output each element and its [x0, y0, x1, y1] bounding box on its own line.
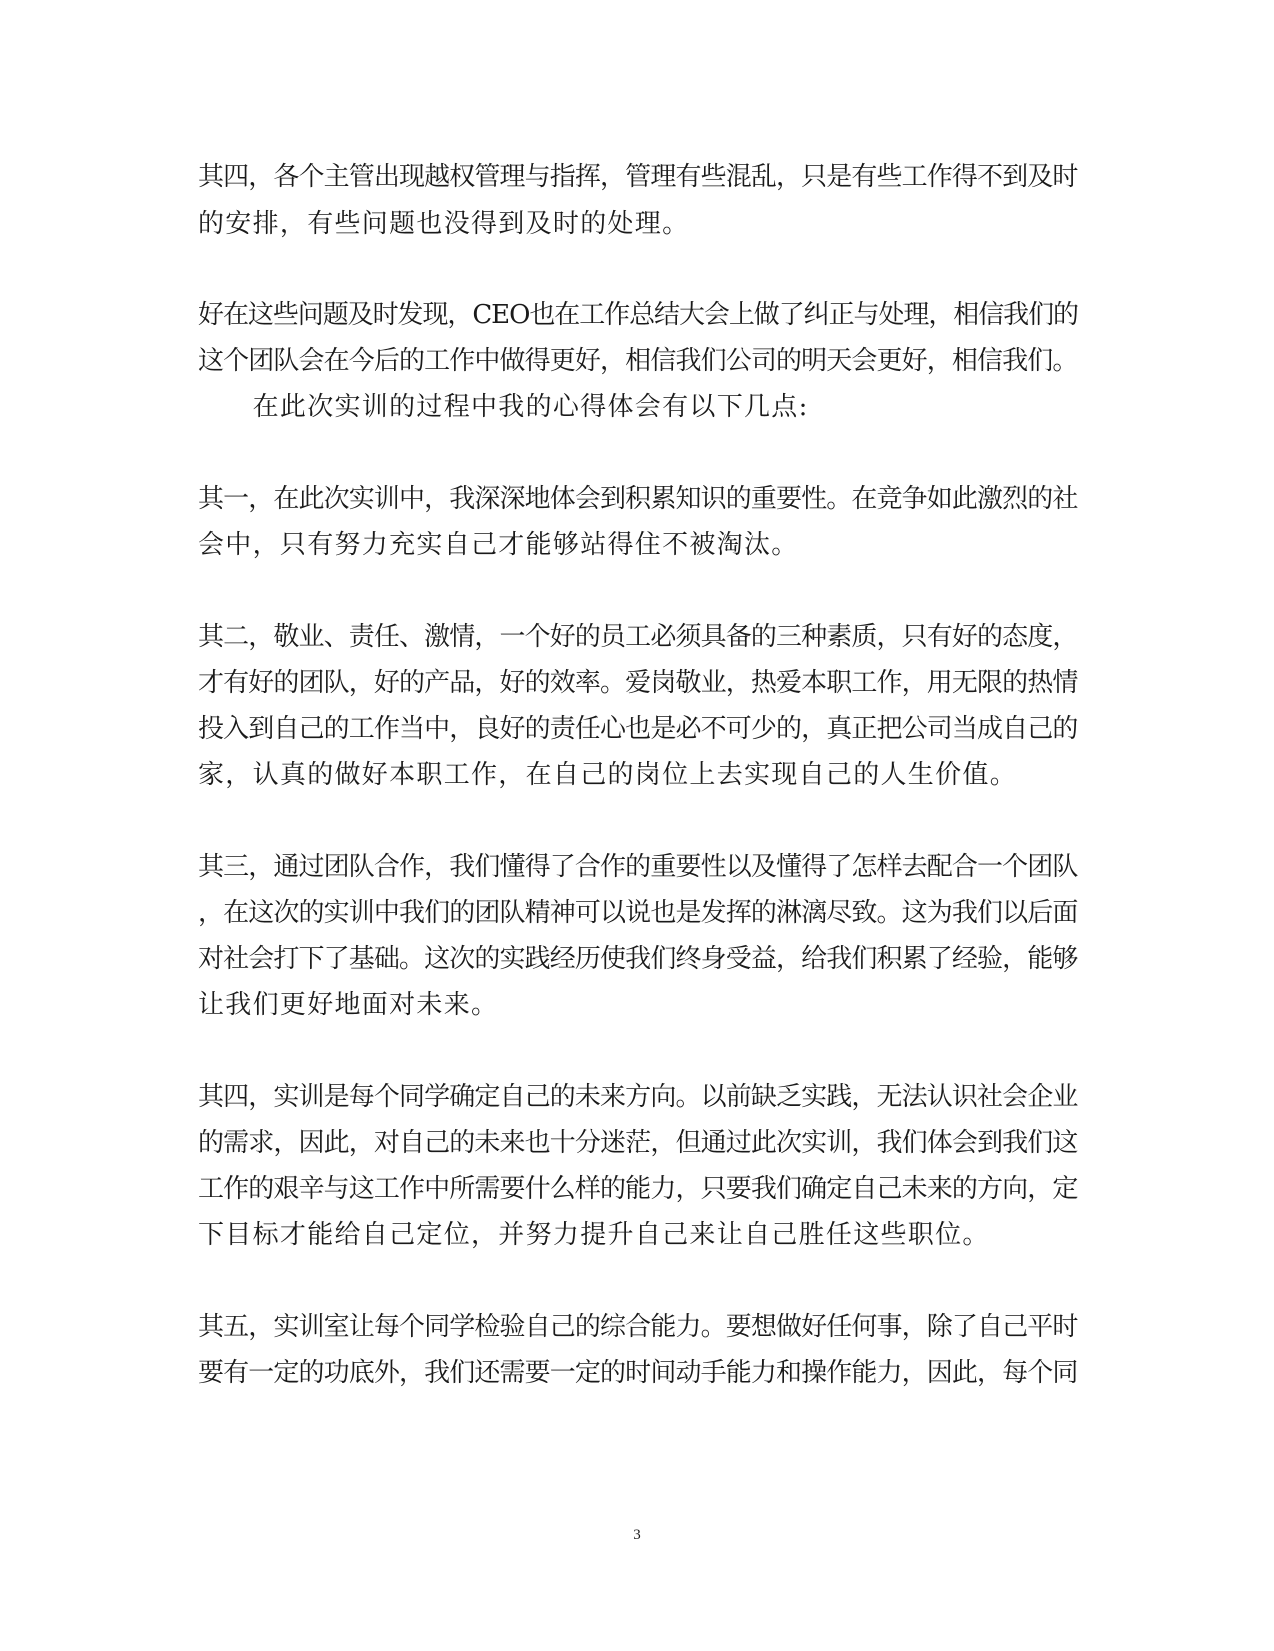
text-line: 在此次实训的过程中我的心得体会有以下几点:: [198, 392, 809, 422]
text-line: 其四，各个主管出现越权管理与指挥，管理有些混乱，只是有些工作得不到及时: [198, 162, 1078, 192]
text-line: 才有好的团队，好的产品，好的效率。爱岗敬业，热爱本职工作，用无限的热情: [198, 668, 1078, 698]
text-line: 其二，敬业、责任、激情，一个好的员工必须具备的三种素质，只有好的态度，: [198, 622, 1078, 652]
text-line: 其一，在此次实训中，我深深地体会到积累知识的重要性。在竞争如此激烈的社: [198, 484, 1078, 514]
text-line: 对社会打下了基础。这次的实践经历使我们终身受益，给我们积累了经验，能够: [198, 944, 1078, 974]
text-line: 其五，实训室让每个同学检验自己的综合能力。要想做好任何事，除了自己平时: [198, 1312, 1078, 1342]
text-line: 的安排，有些问题也没得到及时的处理。: [198, 209, 690, 239]
text-line: 要有一定的功底外，我们还需要一定的时间动手能力和操作能力，因此，每个同: [198, 1358, 1078, 1388]
text-line: 投入到自己的工作当中，良好的责任心也是必不可少的，真正把公司当成自己的: [198, 714, 1078, 744]
text-line: 下目标才能给自己定位，并努力提升自己来让自己胜任这些职位。: [198, 1220, 990, 1250]
page-number: 3: [633, 1527, 641, 1543]
text-line: 好在这些问题及时发现，CEO也在工作总结大会上做了纠正与处理，相信我们的: [198, 300, 1078, 330]
text-line: 其四，实训是每个同学确定自己的未来方向。以前缺乏实践，无法认识社会企业: [198, 1082, 1078, 1112]
text-line: 这个团队会在今后的工作中做得更好，相信我们公司的明天会更好，相信我们。: [198, 346, 1078, 376]
text-line: ，在这次的实训中我们的团队精神可以说也是发挥的淋漓尽致。这为我们以后面: [198, 898, 1078, 928]
text-line: 家，认真的做好本职工作，在自己的岗位上去实现自己的人生价值。: [198, 760, 1018, 790]
text-line: 工作的艰辛与这工作中所需要什么样的能力，只要我们确定自己未来的方向，定: [198, 1174, 1078, 1204]
text-line: 让我们更好地面对未来。: [198, 990, 499, 1020]
text-line: 其三，通过团队合作，我们懂得了合作的重要性以及懂得了怎样去配合一个团队: [198, 852, 1078, 882]
text-line: 的需求，因此，对自己的未来也十分迷茫，但通过此次实训，我们体会到我们这: [198, 1128, 1078, 1158]
text-line: 会中，只有努力充实自己才能够站得住不被淘汰。: [198, 530, 799, 560]
